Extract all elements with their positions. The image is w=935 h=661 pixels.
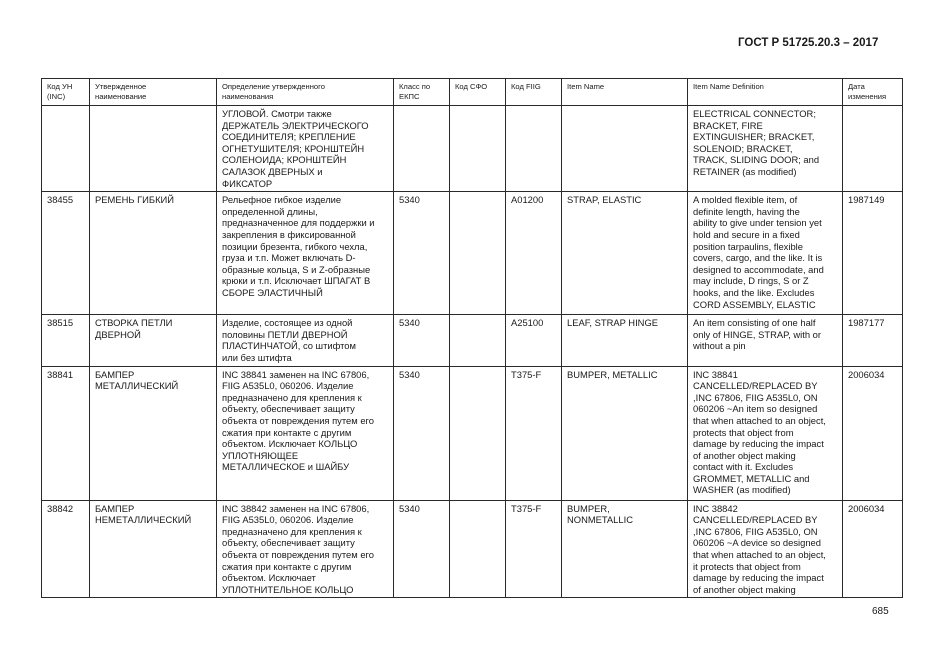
cell-sfo-code bbox=[450, 500, 506, 598]
column-header-fiig-code: Код FIIG bbox=[506, 79, 562, 106]
cell-item-name: BUMPER, NONMETALLIC bbox=[562, 500, 688, 598]
cell-item-name-definition: INC 38842 CANCELLED/REPLACED BY ,INC 67806, FIIG A535L0, ON 060206 ~A device so designed that when attached to an object, it protects that object from damage by reducing the impact of another object making bbox=[688, 500, 843, 598]
cell-sfo-code bbox=[450, 315, 506, 366]
cell-approved-name bbox=[90, 106, 217, 192]
cell-item-name-definition: An item consisting of one half only of HINGE, STRAP, with or without a pin bbox=[688, 315, 843, 366]
cell-fiig-code: A01200 bbox=[506, 192, 562, 315]
cell-approved-definition: INC 38841 заменен на INC 67806, FIIG A535L0, 060206. Изделие предназначено для крепления к объекту, обеспечивает защиту объекта от повреждения путем его сжатия при контакте с другим объектом. Исключает КОЛЬЦО УПЛОТНЯЮЩЕЕ МЕТАЛЛИЧЕСКОЕ и ШАЙБУ bbox=[217, 366, 394, 500]
column-header-approved-name: Утвержденное наименование bbox=[90, 79, 217, 106]
cell-item-name: BUMPER, METALLIC bbox=[562, 366, 688, 500]
cell-item-name-definition: A molded flexible item, of definite length, having the ability to give under tension yet hold and secure in a fixed position tarpaulins, flexible covers, cargo, and the like. It is designed to accommodate, and may include, D rings, S or Z hooks, and the like. Excludes CORD ASSEMBLY, ELASTIC bbox=[688, 192, 843, 315]
cell-approved-name: РЕМЕНЬ ГИБКИЙ bbox=[90, 192, 217, 315]
document-header: ГОСТ Р 51725.20.3 – 2017 bbox=[738, 37, 879, 49]
cell-sfo-code bbox=[450, 106, 506, 192]
table-row bbox=[42, 192, 903, 315]
cell-approved-definition: Рельефное гибкое изделие определенной длины, предназначенное для поддержки и закрепления в фиксированной позиции брезента, гибкого чехла, груза и т.п. Может включать D- образные кольца, S и Z-образные крюки и т.п. Исключает ШПАГАТ В СБОРЕ ЭЛАСТИЧНЫЙ bbox=[217, 192, 394, 315]
cell-item-name: LEAF, STRAP HINGE bbox=[562, 315, 688, 366]
cell-approved-name: БАМПЕР МЕТАЛЛИЧЕСКИЙ bbox=[90, 366, 217, 500]
cell-sfo-code bbox=[450, 192, 506, 315]
cell-inc: 38455 bbox=[42, 192, 90, 315]
cell-item-name-definition: INC 38841 CANCELLED/REPLACED BY ,INC 67806, FIIG A535L0, ON 060206 ~An item so designed that when attached to an object, protects that object from damage by reducing the impact of another object making contact with it. Excludes GROMMET, METALLIC and WASHER (as modified) bbox=[688, 366, 843, 500]
column-header-item-name: Item Name bbox=[562, 79, 688, 106]
cell-item-name bbox=[562, 106, 688, 192]
cell-sfo-code bbox=[450, 366, 506, 500]
cell-inc: 38842 bbox=[42, 500, 90, 598]
cell-approved-definition: INC 38842 заменен на INC 67806, FIIG A535L0, 060206. Изделие предназначено для крепления к объекту, обеспечивает защиту объекта от повреждения путем его сжатия при контакте с другим объектом. Исключает УПЛОТНИТЕЛЬНОЕ КОЛЬЦО bbox=[217, 500, 394, 598]
cell-change-date: 1987149 bbox=[843, 192, 903, 315]
cell-fiig-code: A25100 bbox=[506, 315, 562, 366]
column-header-ekps-class: Класс по ЕКПС bbox=[394, 79, 450, 106]
table-row bbox=[42, 500, 903, 598]
cell-item-name: STRAP, ELASTIC bbox=[562, 192, 688, 315]
table-header-row bbox=[42, 79, 903, 106]
catalog-table bbox=[41, 78, 903, 598]
cell-fiig-code: T375-F bbox=[506, 500, 562, 598]
cell-ekps-class: 5340 bbox=[394, 500, 450, 598]
cell-ekps-class bbox=[394, 106, 450, 192]
cell-fiig-code bbox=[506, 106, 562, 192]
column-header-sfo-code: Код СФО bbox=[450, 79, 506, 106]
cell-item-name-definition: ELECTRICAL CONNECTOR; BRACKET, FIRE EXTINGUISHER; BRACKET, SOLENOID; BRACKET, TRACK, SLIDING DOOR; and RETAINER (as modified) bbox=[688, 106, 843, 192]
cell-change-date: 1987177 bbox=[843, 315, 903, 366]
table-row bbox=[42, 106, 903, 192]
column-header-change-date: Дата изменения bbox=[843, 79, 903, 106]
cell-ekps-class: 5340 bbox=[394, 315, 450, 366]
cell-approved-name: БАМПЕР НЕМЕТАЛЛИЧЕСКИЙ bbox=[90, 500, 217, 598]
cell-ekps-class: 5340 bbox=[394, 192, 450, 315]
cell-approved-definition: УГЛОВОЙ. Смотри также ДЕРЖАТЕЛЬ ЭЛЕКТРИЧЕСКОГО СОЕДИНИТЕЛЯ; КРЕПЛЕНИЕ ОГНЕТУШИТЕЛЯ; КРОНШТЕЙН СОЛЕНОИДА; КРОНШТЕЙН САЛАЗОК ДВЕРНЫХ и ФИКСАТОР bbox=[217, 106, 394, 192]
column-header-item-name-definition: Item Name Definition bbox=[688, 79, 843, 106]
cell-change-date bbox=[843, 106, 903, 192]
column-header-inc: Код УН (INC) bbox=[42, 79, 90, 106]
cell-approved-definition: Изделие, состоящее из одной половины ПЕТЛИ ДВЕРНОЙ ПЛАСТИНЧАТОЙ, со штифтом или без штифта bbox=[217, 315, 394, 366]
table-row bbox=[42, 315, 903, 366]
cell-fiig-code: T375-F bbox=[506, 366, 562, 500]
column-header-approved-definition: Определение утвержденного наименования bbox=[217, 79, 394, 106]
cell-inc bbox=[42, 106, 90, 192]
cell-ekps-class: 5340 bbox=[394, 366, 450, 500]
cell-change-date: 2006034 bbox=[843, 366, 903, 500]
cell-inc: 38515 bbox=[42, 315, 90, 366]
cell-change-date: 2006034 bbox=[843, 500, 903, 598]
page-number: 685 bbox=[872, 606, 889, 617]
cell-inc: 38841 bbox=[42, 366, 90, 500]
cell-approved-name: СТВОРКА ПЕТЛИ ДВЕРНОЙ bbox=[90, 315, 217, 366]
table-row bbox=[42, 366, 903, 500]
